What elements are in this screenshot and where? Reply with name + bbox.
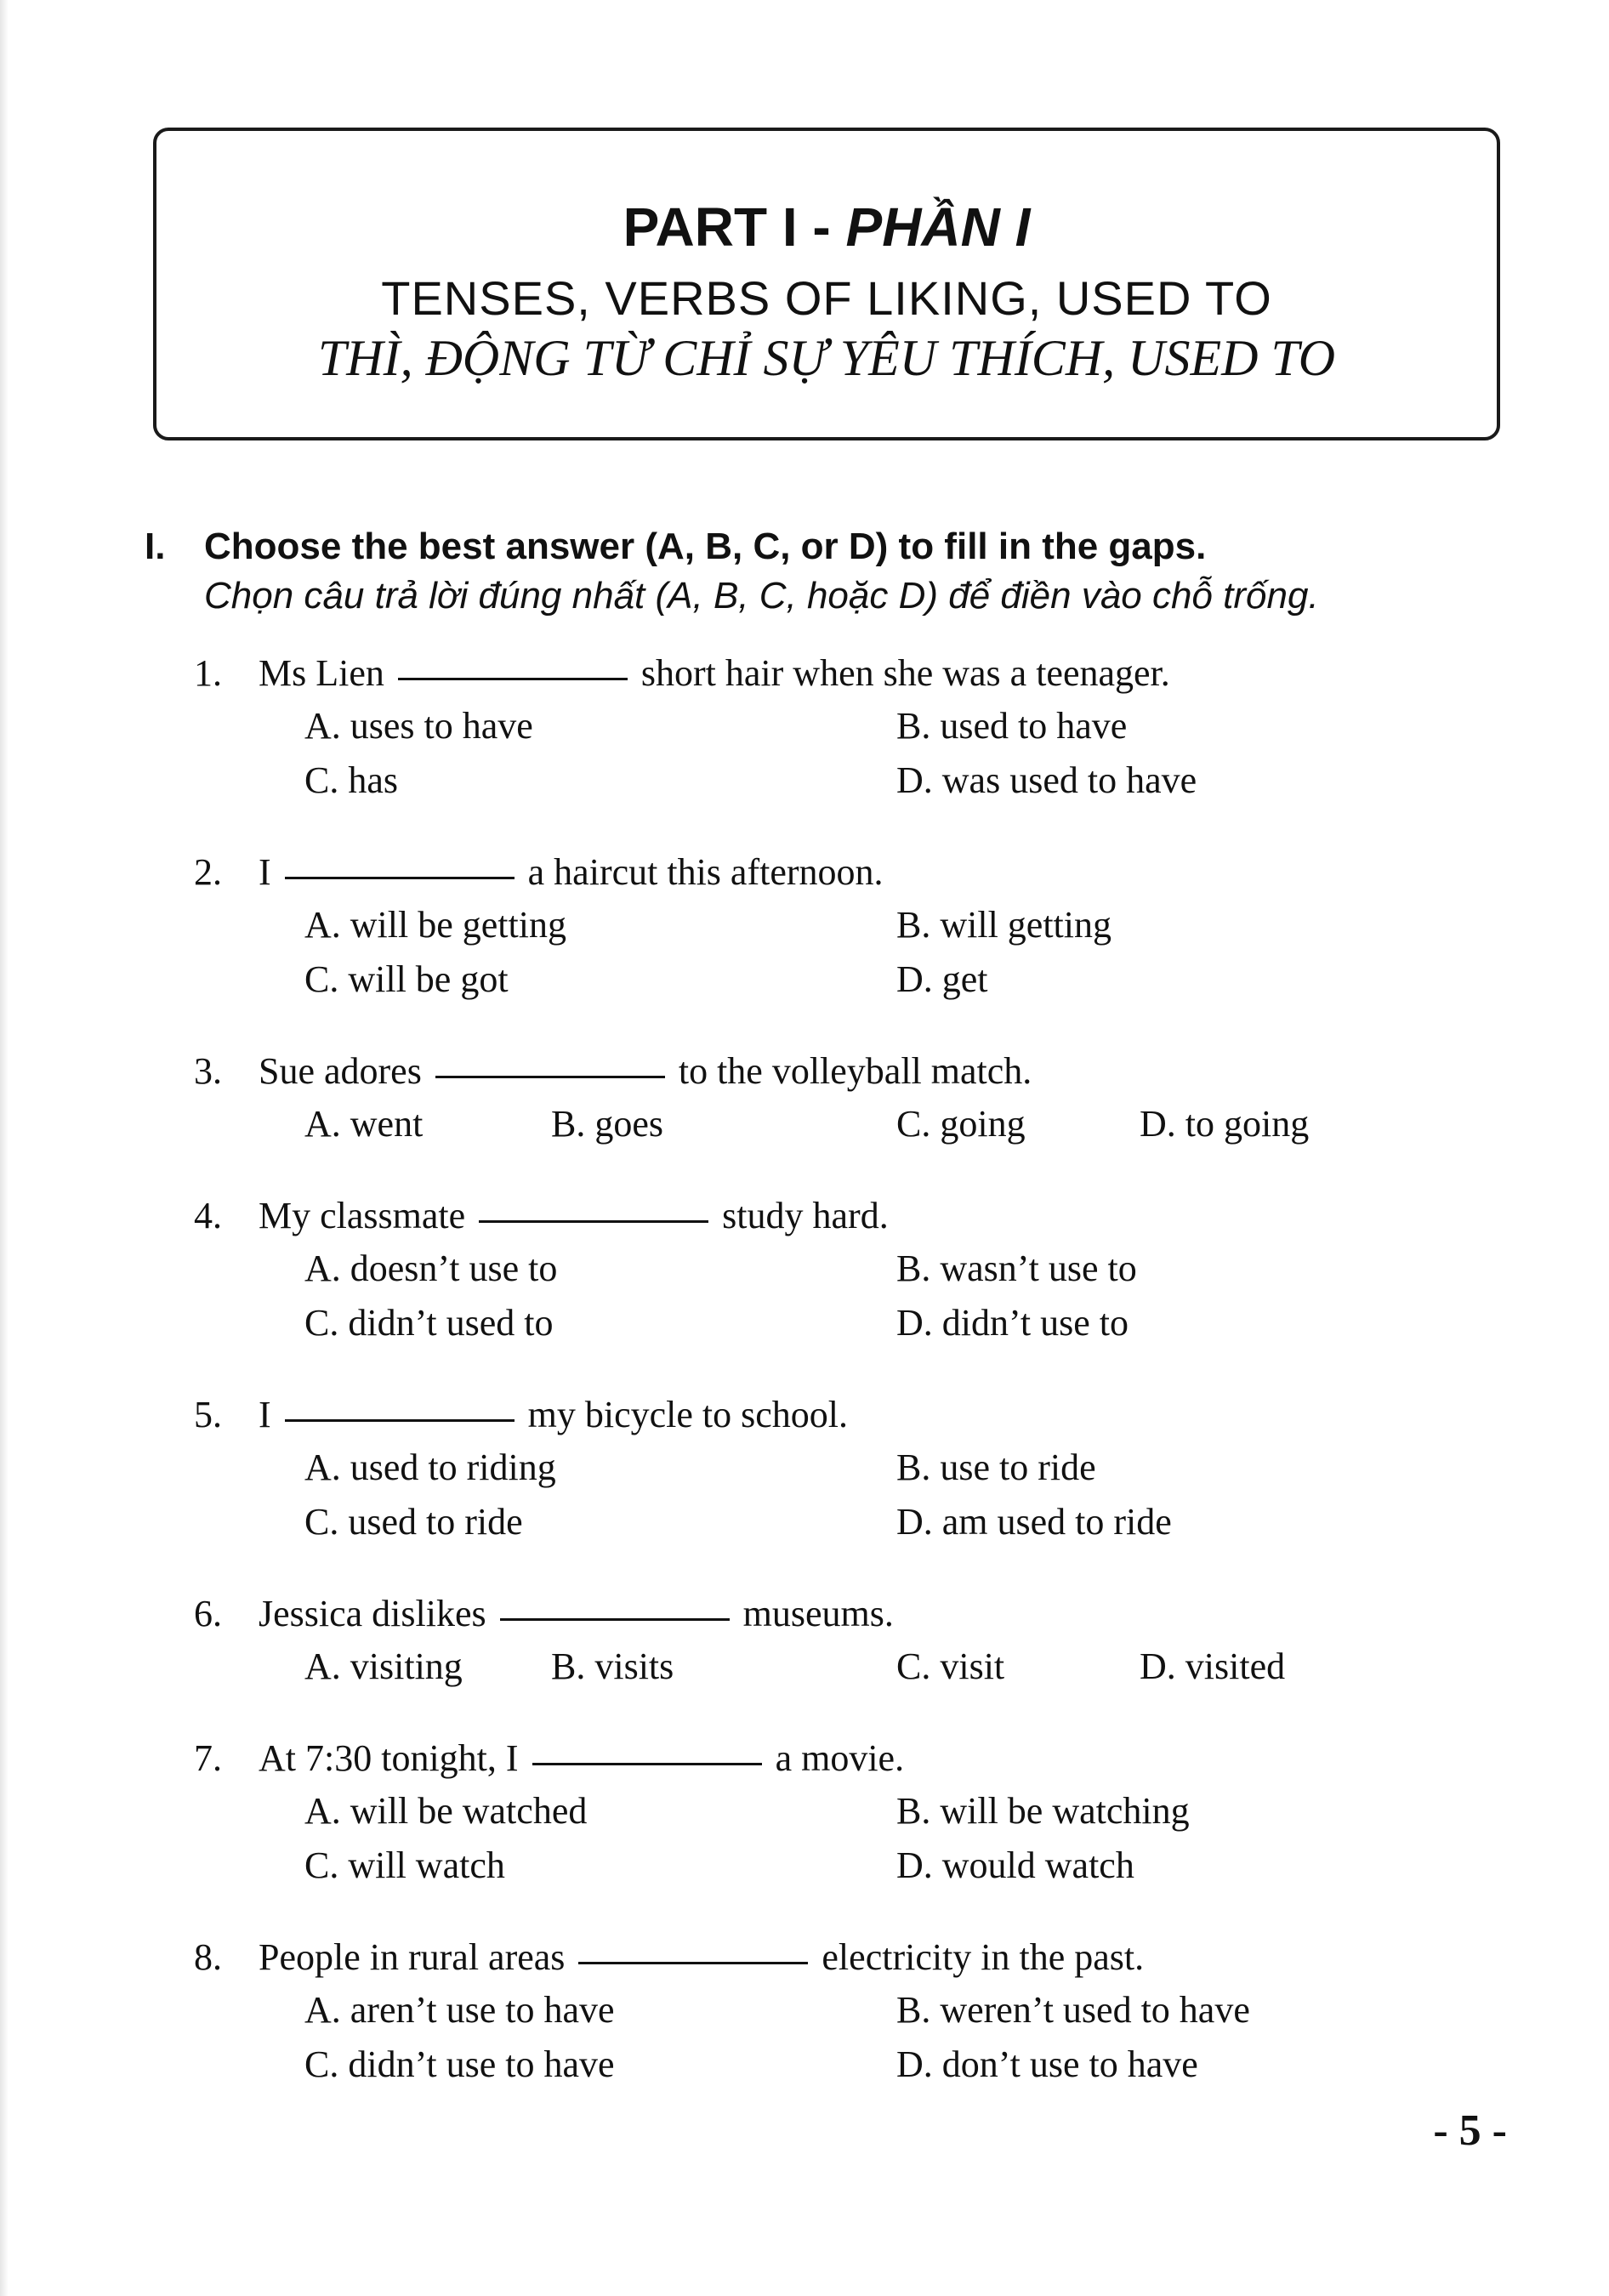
option-b: B. will be watching xyxy=(896,1790,1190,1832)
option-a: A. visiting xyxy=(304,1645,463,1687)
question-7 xyxy=(194,1733,1427,1893)
question-stem-after: my bicycle to school. xyxy=(527,1394,849,1435)
question-2 xyxy=(194,847,1427,1007)
answer-blank xyxy=(285,1419,515,1422)
page-edge-shadow xyxy=(0,0,9,2296)
option-b: B. visits xyxy=(551,1645,674,1687)
answer-blank xyxy=(398,678,628,680)
question-list xyxy=(194,648,1427,2131)
option-c: C. will watch xyxy=(304,1844,505,1886)
option-d: D. to going xyxy=(1140,1103,1310,1145)
part-title-vn: PHẦN I xyxy=(845,196,1031,258)
page-number: - 5 - xyxy=(1433,2106,1507,2155)
option-a: A. went xyxy=(304,1103,424,1145)
question-8 xyxy=(194,1932,1427,2092)
question-5 xyxy=(194,1390,1427,1549)
option-a: A. uses to have xyxy=(304,705,533,747)
subtitle-english: TENSES, VERBS OF LIKING, USED TO xyxy=(381,271,1272,326)
option-a: A. aren’t use to have xyxy=(304,1989,615,2031)
option-d: D. don’t use to have xyxy=(896,2043,1198,2085)
answer-blank xyxy=(532,1763,762,1765)
option-b: B. will getting xyxy=(896,904,1112,946)
question-stem-before: Sue adores xyxy=(259,1050,422,1092)
question-stem-before: Ms Lien xyxy=(259,652,384,694)
exercise-instructions xyxy=(145,526,1420,617)
question-stem-after: to the volleyball match. xyxy=(678,1050,1032,1092)
question-number: 8. xyxy=(194,1936,222,1978)
option-c: C. going xyxy=(896,1103,1026,1145)
question-number: 4. xyxy=(194,1195,222,1236)
instruction-english: Choose the best answer (A, B, C, or D) to fill in the gaps. xyxy=(204,526,1207,567)
option-d: D. visited xyxy=(1140,1645,1286,1687)
answer-blank xyxy=(500,1618,730,1621)
question-stem-after: study hard. xyxy=(722,1195,889,1236)
question-stem-after: a haircut this afternoon. xyxy=(527,851,884,893)
option-d: D. was used to have xyxy=(896,759,1197,801)
question-stem-before: People in rural areas xyxy=(259,1936,566,1978)
question-stem-before: I xyxy=(259,851,271,893)
option-d: D. am used to ride xyxy=(896,1501,1172,1543)
question-number: 6. xyxy=(194,1593,222,1634)
question-stem-after: museums. xyxy=(742,1593,894,1634)
option-a: A. doesn’t use to xyxy=(304,1247,558,1289)
question-1 xyxy=(194,648,1427,808)
question-stem-before: I xyxy=(259,1394,271,1435)
part-header-box xyxy=(153,128,1500,440)
question-stem-before: Jessica dislikes xyxy=(259,1593,486,1634)
question-4 xyxy=(194,1191,1427,1350)
instruction-vietnamese: Chọn câu trả lời đúng nhất (A, B, C, hoặc D) để điền vào chỗ trống. xyxy=(204,575,1319,617)
question-number: 3. xyxy=(194,1050,222,1092)
option-d: D. didn’t use to xyxy=(896,1302,1129,1344)
option-c: C. visit xyxy=(896,1645,1005,1687)
option-b: B. wasn’t use to xyxy=(896,1247,1137,1289)
option-d: D. would watch xyxy=(896,1844,1134,1886)
question-stem-after: short hair when she was a teenager. xyxy=(640,652,1170,694)
option-c: C. didn’t used to xyxy=(304,1302,554,1344)
question-stem-before: At 7:30 tonight, I xyxy=(259,1737,519,1779)
question-number: 5. xyxy=(194,1394,222,1435)
option-c: C. didn’t use to have xyxy=(304,2043,615,2085)
option-d: D. get xyxy=(896,958,988,1000)
option-b: B. use to ride xyxy=(896,1446,1096,1488)
question-6 xyxy=(194,1588,1427,1694)
part-title-en: PART I - xyxy=(623,196,846,258)
question-stem-after: a movie. xyxy=(775,1737,905,1779)
option-a: A. will be getting xyxy=(304,904,566,946)
part-title xyxy=(156,197,1497,257)
answer-blank xyxy=(435,1076,665,1078)
answer-blank xyxy=(479,1220,708,1223)
answer-blank xyxy=(285,877,515,879)
section-number: I. xyxy=(145,526,166,567)
option-c: C. will be got xyxy=(304,958,509,1000)
subtitle-vietnamese: THÌ, ĐỘNG TỪ CHỈ SỰ YÊU THÍCH, USED TO xyxy=(317,329,1336,386)
option-b: B. goes xyxy=(551,1103,663,1145)
answer-blank xyxy=(578,1962,808,1964)
question-number: 7. xyxy=(194,1737,222,1779)
option-c: C. used to ride xyxy=(304,1501,523,1543)
option-a: A. will be watched xyxy=(304,1790,588,1832)
question-stem-after: electricity in the past. xyxy=(822,1936,1145,1978)
question-3 xyxy=(194,1046,1427,1151)
option-b: B. weren’t used to have xyxy=(896,1989,1250,2031)
option-a: A. used to riding xyxy=(304,1446,556,1488)
question-stem-before: My classmate xyxy=(259,1195,466,1236)
option-c: C. has xyxy=(304,759,398,801)
question-number: 1. xyxy=(194,652,222,694)
option-b: B. used to have xyxy=(896,705,1128,747)
question-number: 2. xyxy=(194,851,222,893)
